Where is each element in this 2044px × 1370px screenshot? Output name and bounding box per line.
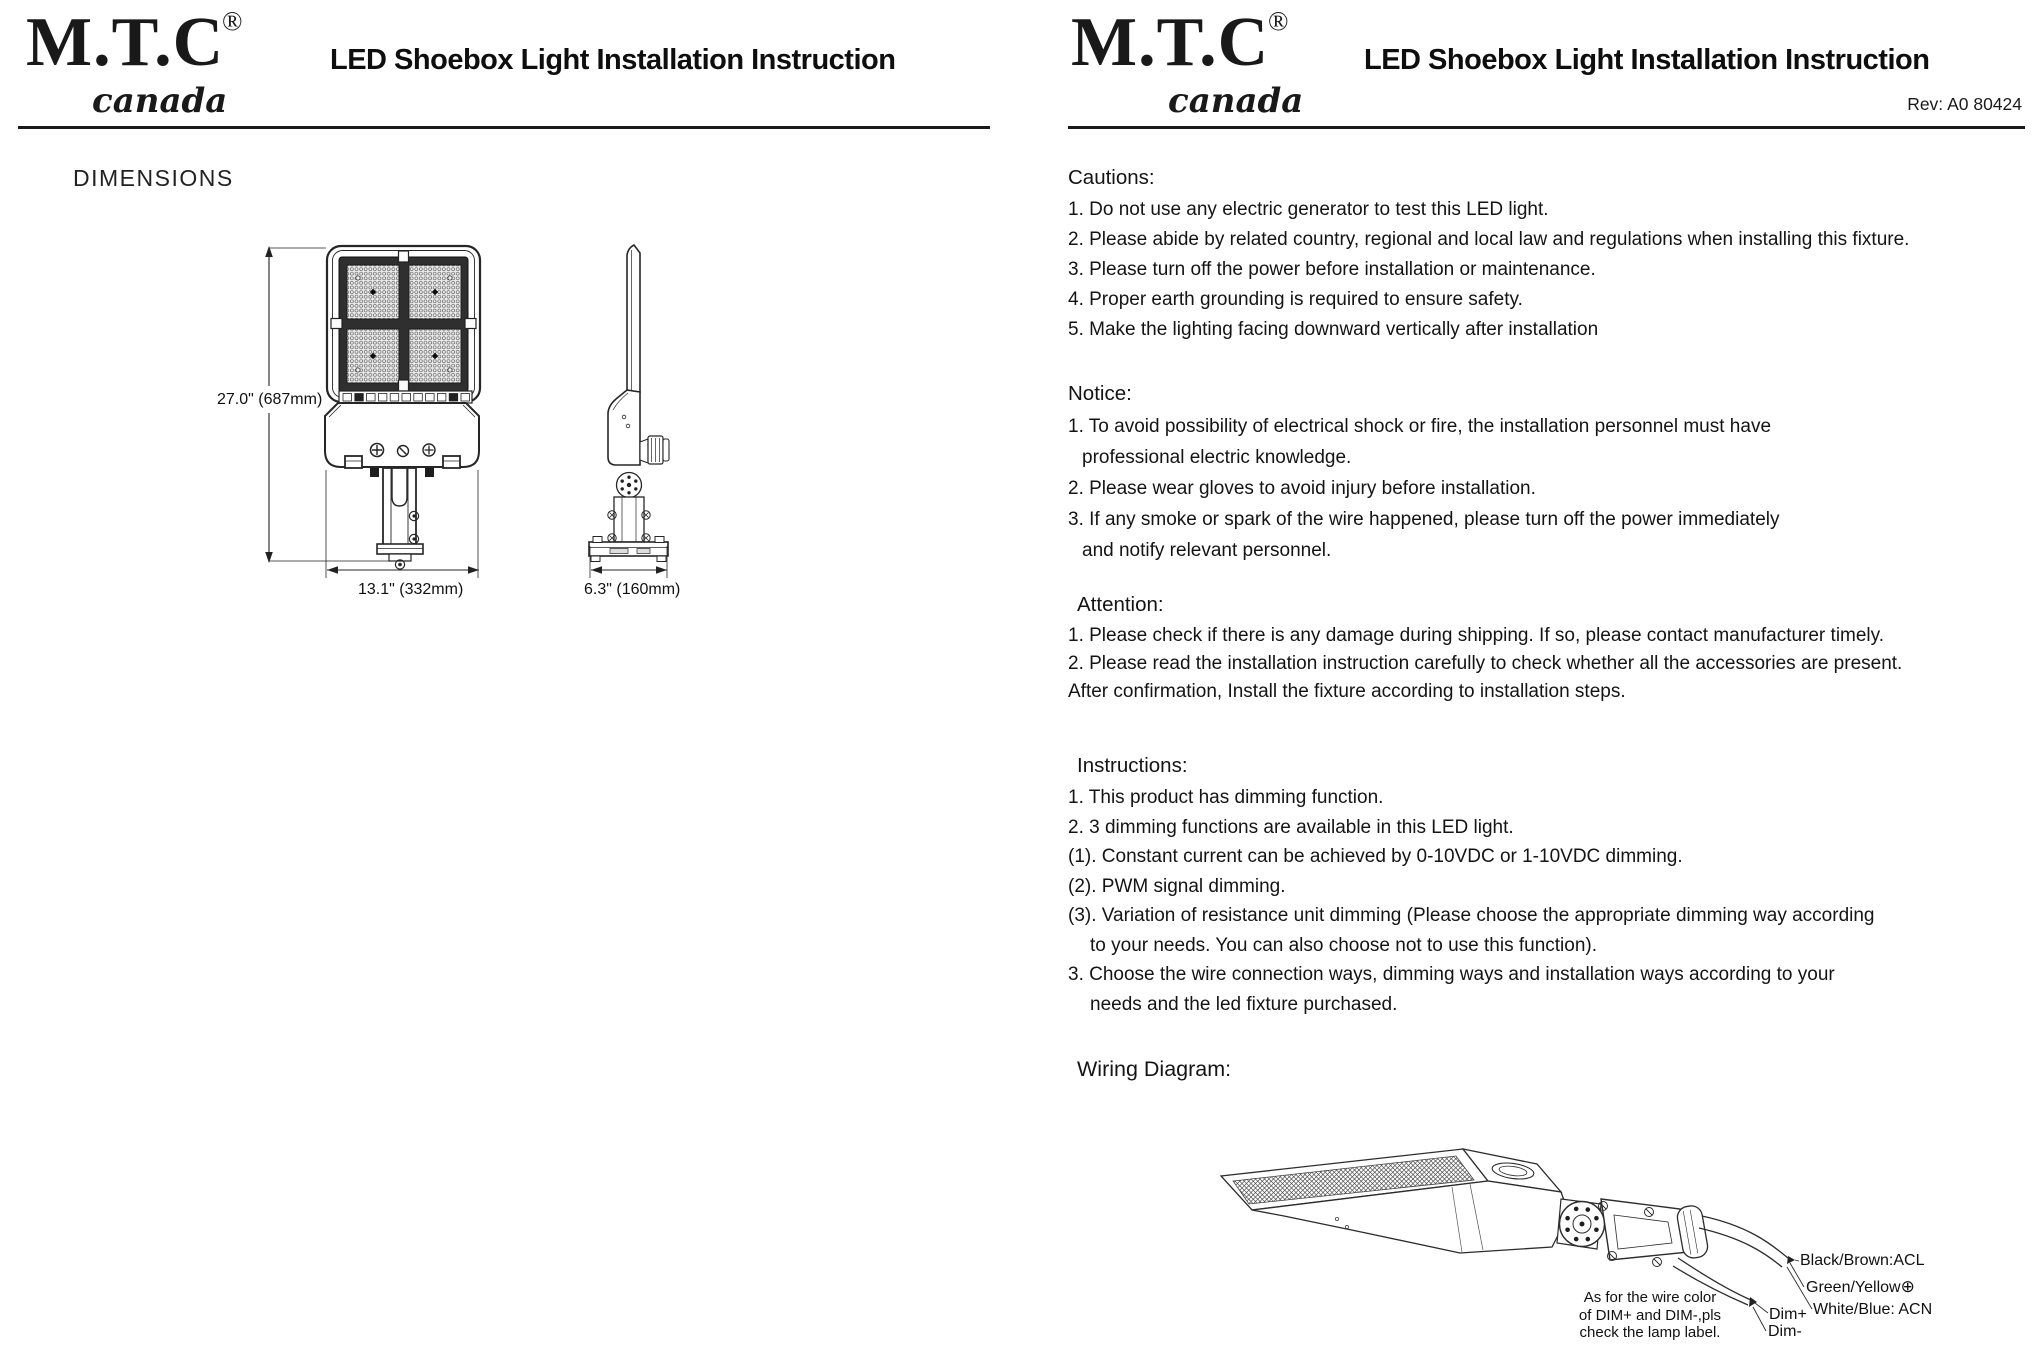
section-cautions	[1068, 165, 2033, 345]
front-view-drawing	[265, 246, 480, 578]
text-line: check the lamp label.	[1579, 1324, 1721, 1341]
section-heading: Instructions:	[1077, 754, 1188, 777]
text-line: and notify relevant personnel.	[1082, 540, 1332, 561]
brand-logo-subtitle-right: canada	[1168, 81, 1304, 121]
registered-trademark-icon: ®	[222, 6, 243, 36]
wire-label-text: Green/Yellow	[1806, 1279, 1901, 1296]
dimensions-heading: DIMENSIONS	[73, 165, 234, 191]
text-line: 4. Proper earth grounding is required to ensure safety.	[1068, 289, 1523, 310]
wire-label-text: Dim+	[1769, 1306, 1807, 1323]
text-line: After confirmation, Install the fixture according to installation steps.	[1068, 681, 1626, 702]
text-line: to your needs. You can also choose not to use this function).	[1090, 934, 1598, 956]
wire-label-text: White/Blue: ACN	[1813, 1301, 1933, 1318]
text-line: 2. Please abide by related country, regional and local law and regulations when installing this fixture.	[1068, 229, 1910, 250]
text-line: 2. 3 dimming functions are available in this LED light.	[1068, 816, 1514, 838]
section-notice	[1068, 381, 2033, 566]
wire-label-text: Dim-	[1768, 1323, 1802, 1340]
wire-label-acn	[1813, 1301, 1932, 1319]
page-title-right: LED Shoebox Light Installation Instruction	[1364, 44, 1930, 76]
height-dimension-label: 27.0" (687mm)	[217, 391, 323, 408]
text-line: (3). Variation of resistance unit dimming (Please choose the appropriate dimming way according	[1068, 905, 1875, 926]
section-instructions	[1068, 753, 2033, 1019]
text-line: (2). PWM signal dimming.	[1068, 875, 1286, 897]
depth-dimension-label: 6.3" (160mm)	[584, 581, 681, 598]
text-line: of DIM+ and DIM-,pls	[1578, 1306, 1722, 1324]
text-line: As for the wire color	[1583, 1289, 1717, 1306]
section-heading: Wiring Diagram:	[1077, 1057, 1232, 1081]
registered-trademark-icon: ®	[1268, 6, 1289, 36]
brand-logo-subtitle-left: canada	[92, 81, 228, 121]
text-line: professional electric knowledge.	[1082, 447, 1352, 468]
text-line: 2. Please wear gloves to avoid injury before installation.	[1068, 478, 1536, 499]
dimensions-drawing	[180, 230, 780, 630]
section-body	[1068, 195, 2033, 345]
width-dimension-label: 13.1" (332mm)	[358, 581, 464, 598]
section-heading: Cautions:	[1068, 166, 1155, 189]
brand-logo-left: M.T.C	[26, 4, 225, 81]
wire-label-earth	[1806, 1277, 1915, 1297]
text-line: 1. Do not use any electric generator to test this LED light.	[1068, 199, 1549, 220]
wire-label-acl	[1800, 1252, 1925, 1270]
text-line: 3. Please turn off the power before installation or maintenance.	[1068, 259, 1596, 280]
section-heading: Attention:	[1077, 593, 1164, 616]
section-attention	[1068, 592, 2033, 706]
section-body	[1068, 783, 2033, 1019]
wiring-note	[1565, 1289, 1735, 1342]
page-title-left: LED Shoebox Light Installation Instruction	[330, 44, 896, 76]
text-line: 1. This product has dimming function.	[1068, 787, 1384, 808]
wire-label-text: Black/Brown:ACL	[1800, 1252, 1925, 1269]
text-line: (1). Constant current can be achieved by 0-10VDC or 1-10VDC dimming.	[1068, 846, 1683, 867]
section-heading: Notice:	[1068, 382, 1132, 405]
text-line: 5. Make the lighting facing downward vertically after installation	[1068, 319, 1599, 340]
text-line: 1. Please check if there is any damage during shipping. If so, please contact manufacturer timely.	[1068, 625, 1885, 646]
earth-ground-icon: ⊕	[1900, 1277, 1915, 1296]
text-line: 3. Choose the wire connection ways, dimming ways and installation ways according to your	[1068, 964, 1835, 985]
side-view-drawing	[589, 245, 669, 578]
wire-label-dim-minus	[1768, 1323, 1802, 1341]
text-line: 2. Please read the installation instruction carefully to check whether all the accessories are present.	[1068, 653, 1903, 674]
text-line: 1. To avoid possibility of electrical shock or fire, the installation personnel must have	[1068, 416, 1772, 437]
brand-logo-right: M.T.C	[1071, 4, 1270, 81]
text-line: needs and the led fixture purchased.	[1090, 993, 1398, 1015]
section-wiring-diagram	[1068, 1056, 2033, 1086]
header-divider-left	[18, 126, 990, 129]
revision-label: Rev: A0 80424	[1907, 94, 2022, 114]
wire-label-dim-plus	[1769, 1306, 1807, 1324]
text-line: 3. If any smoke or spark of the wire happened, please turn off the power immediately	[1068, 509, 1780, 530]
header-divider-right	[1068, 126, 2025, 129]
section-body	[1068, 622, 2033, 706]
section-body	[1068, 411, 2033, 566]
